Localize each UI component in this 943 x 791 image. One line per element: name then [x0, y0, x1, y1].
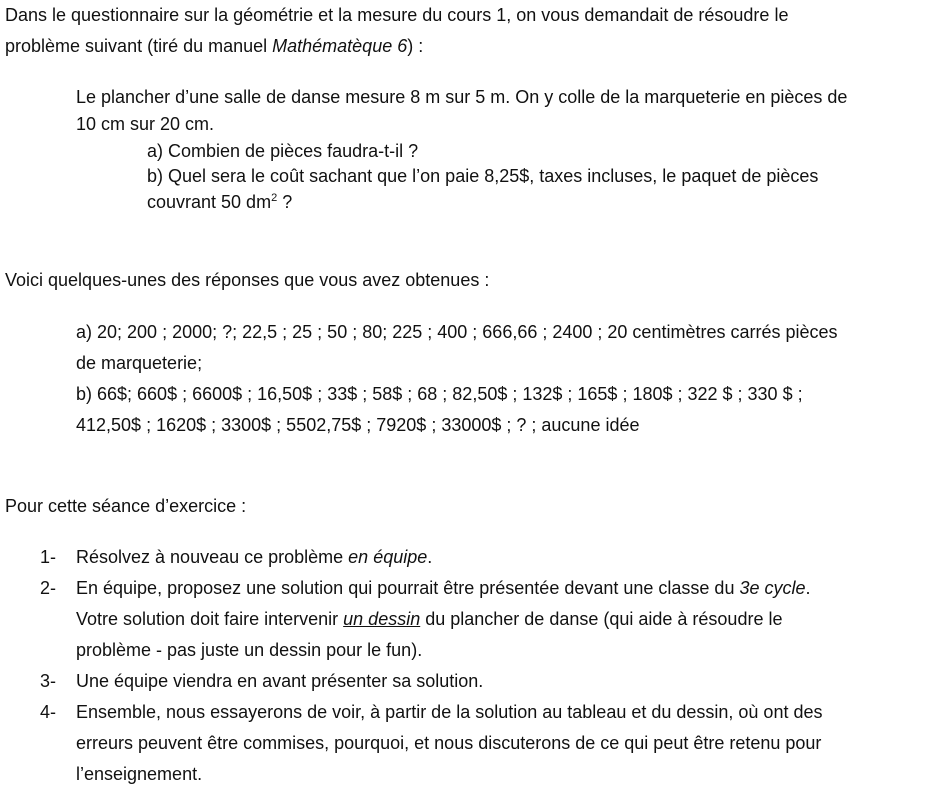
step-3-number: 3- — [40, 671, 57, 691]
question-a: a) Combien de pièces faudra-t-il ? — [147, 141, 419, 161]
step-2-emphasis: 3e cycle — [739, 578, 806, 598]
step-2-line-1-suffix: . — [805, 578, 811, 598]
intro-line-2-prefix: problème suivant (tiré du manuel — [5, 36, 273, 56]
step-1-number: 1- — [40, 547, 57, 567]
question-b-line-2-prefix: couvrant 50 dm — [147, 192, 272, 212]
step-3-text: Une équipe viendra en avant présenter sa solution. — [76, 671, 484, 691]
step-4-line-3: l’enseignement. — [76, 764, 203, 784]
problem-line-2: 10 cm sur 20 cm. — [76, 114, 215, 134]
step-2-line-1 — [76, 577, 811, 599]
step-2-number: 2- — [40, 578, 57, 598]
answers-b-line-1: b) 66$; 660$ ; 6600$ ; 16,50$ ; 33$ ; 58$ ; 68 ; 82,50$ ; 132$ ; 165$ ; 180$ ; 322 $ ; 330 $ ; — [76, 384, 803, 404]
step-1-prefix: Résolvez à nouveau ce problème — [76, 547, 349, 567]
step-1-emphasis: en équipe — [348, 547, 428, 567]
answers-intro: Voici quelques-unes des réponses que vous avez obtenues : — [5, 270, 490, 290]
textbook-title: Mathématèque 6 — [272, 36, 408, 56]
step-2-line-2 — [76, 608, 782, 630]
problem-line-1: Le plancher d’une salle de danse mesure 8 m sur 5 m. On y colle de la marqueterie en pièces de — [76, 87, 848, 107]
answers-a-line-1: a) 20; 200 ; 2000; ?; 22,5 ; 25 ; 50 ; 80; 225 ; 400 ; 666,66 ; 2400 ; 20 centimètres carrés pièces — [76, 322, 838, 342]
step-2-line-2-prefix: Votre solution doit faire intervenir — [76, 609, 344, 629]
step-4-line-2: erreurs peuvent être commises, pourquoi, et nous discuterons de ce qui peut être retenu pour — [76, 733, 822, 753]
intro-line-2 — [5, 35, 423, 57]
step-4-number: 4- — [40, 702, 57, 722]
step-4-line-1: Ensemble, nous essayerons de voir, à partir de la solution au tableau et du dessin, où ont des — [76, 702, 823, 722]
step-1-text — [76, 546, 432, 568]
session-intro: Pour cette séance d’exercice : — [5, 496, 247, 516]
step-1-suffix: . — [427, 547, 433, 567]
step-2-line-2-suffix: du plancher de danse (qui aide à résoudre le — [420, 609, 783, 629]
step-2-line-1-prefix: En équipe, proposez une solution qui pourrait être présentée devant une classe du — [76, 578, 740, 598]
intro-line-1: Dans le questionnaire sur la géométrie et la mesure du cours 1, on vous demandait de résoudre le — [5, 5, 789, 25]
step-2-line-3: problème - pas juste un dessin pour le fun). — [76, 640, 423, 660]
intro-line-2-suffix: ) : — [407, 36, 424, 56]
answers-a-line-2: de marqueterie; — [76, 353, 203, 373]
squared-exponent: 2 — [271, 192, 278, 204]
question-b-line-1: b) Quel sera le coût sachant que l’on paie 8,25$, taxes incluses, le paquet de pièces — [147, 166, 819, 186]
answers-b-line-2: 412,50$ ; 1620$ ; 3300$ ; 5502,75$ ; 7920$ ; 33000$ ; ? ; aucune idée — [76, 415, 640, 435]
question-b-line-2-suffix: ? — [277, 192, 293, 212]
step-2-underlined: un dessin — [343, 609, 421, 629]
question-b-line-2 — [147, 191, 292, 213]
